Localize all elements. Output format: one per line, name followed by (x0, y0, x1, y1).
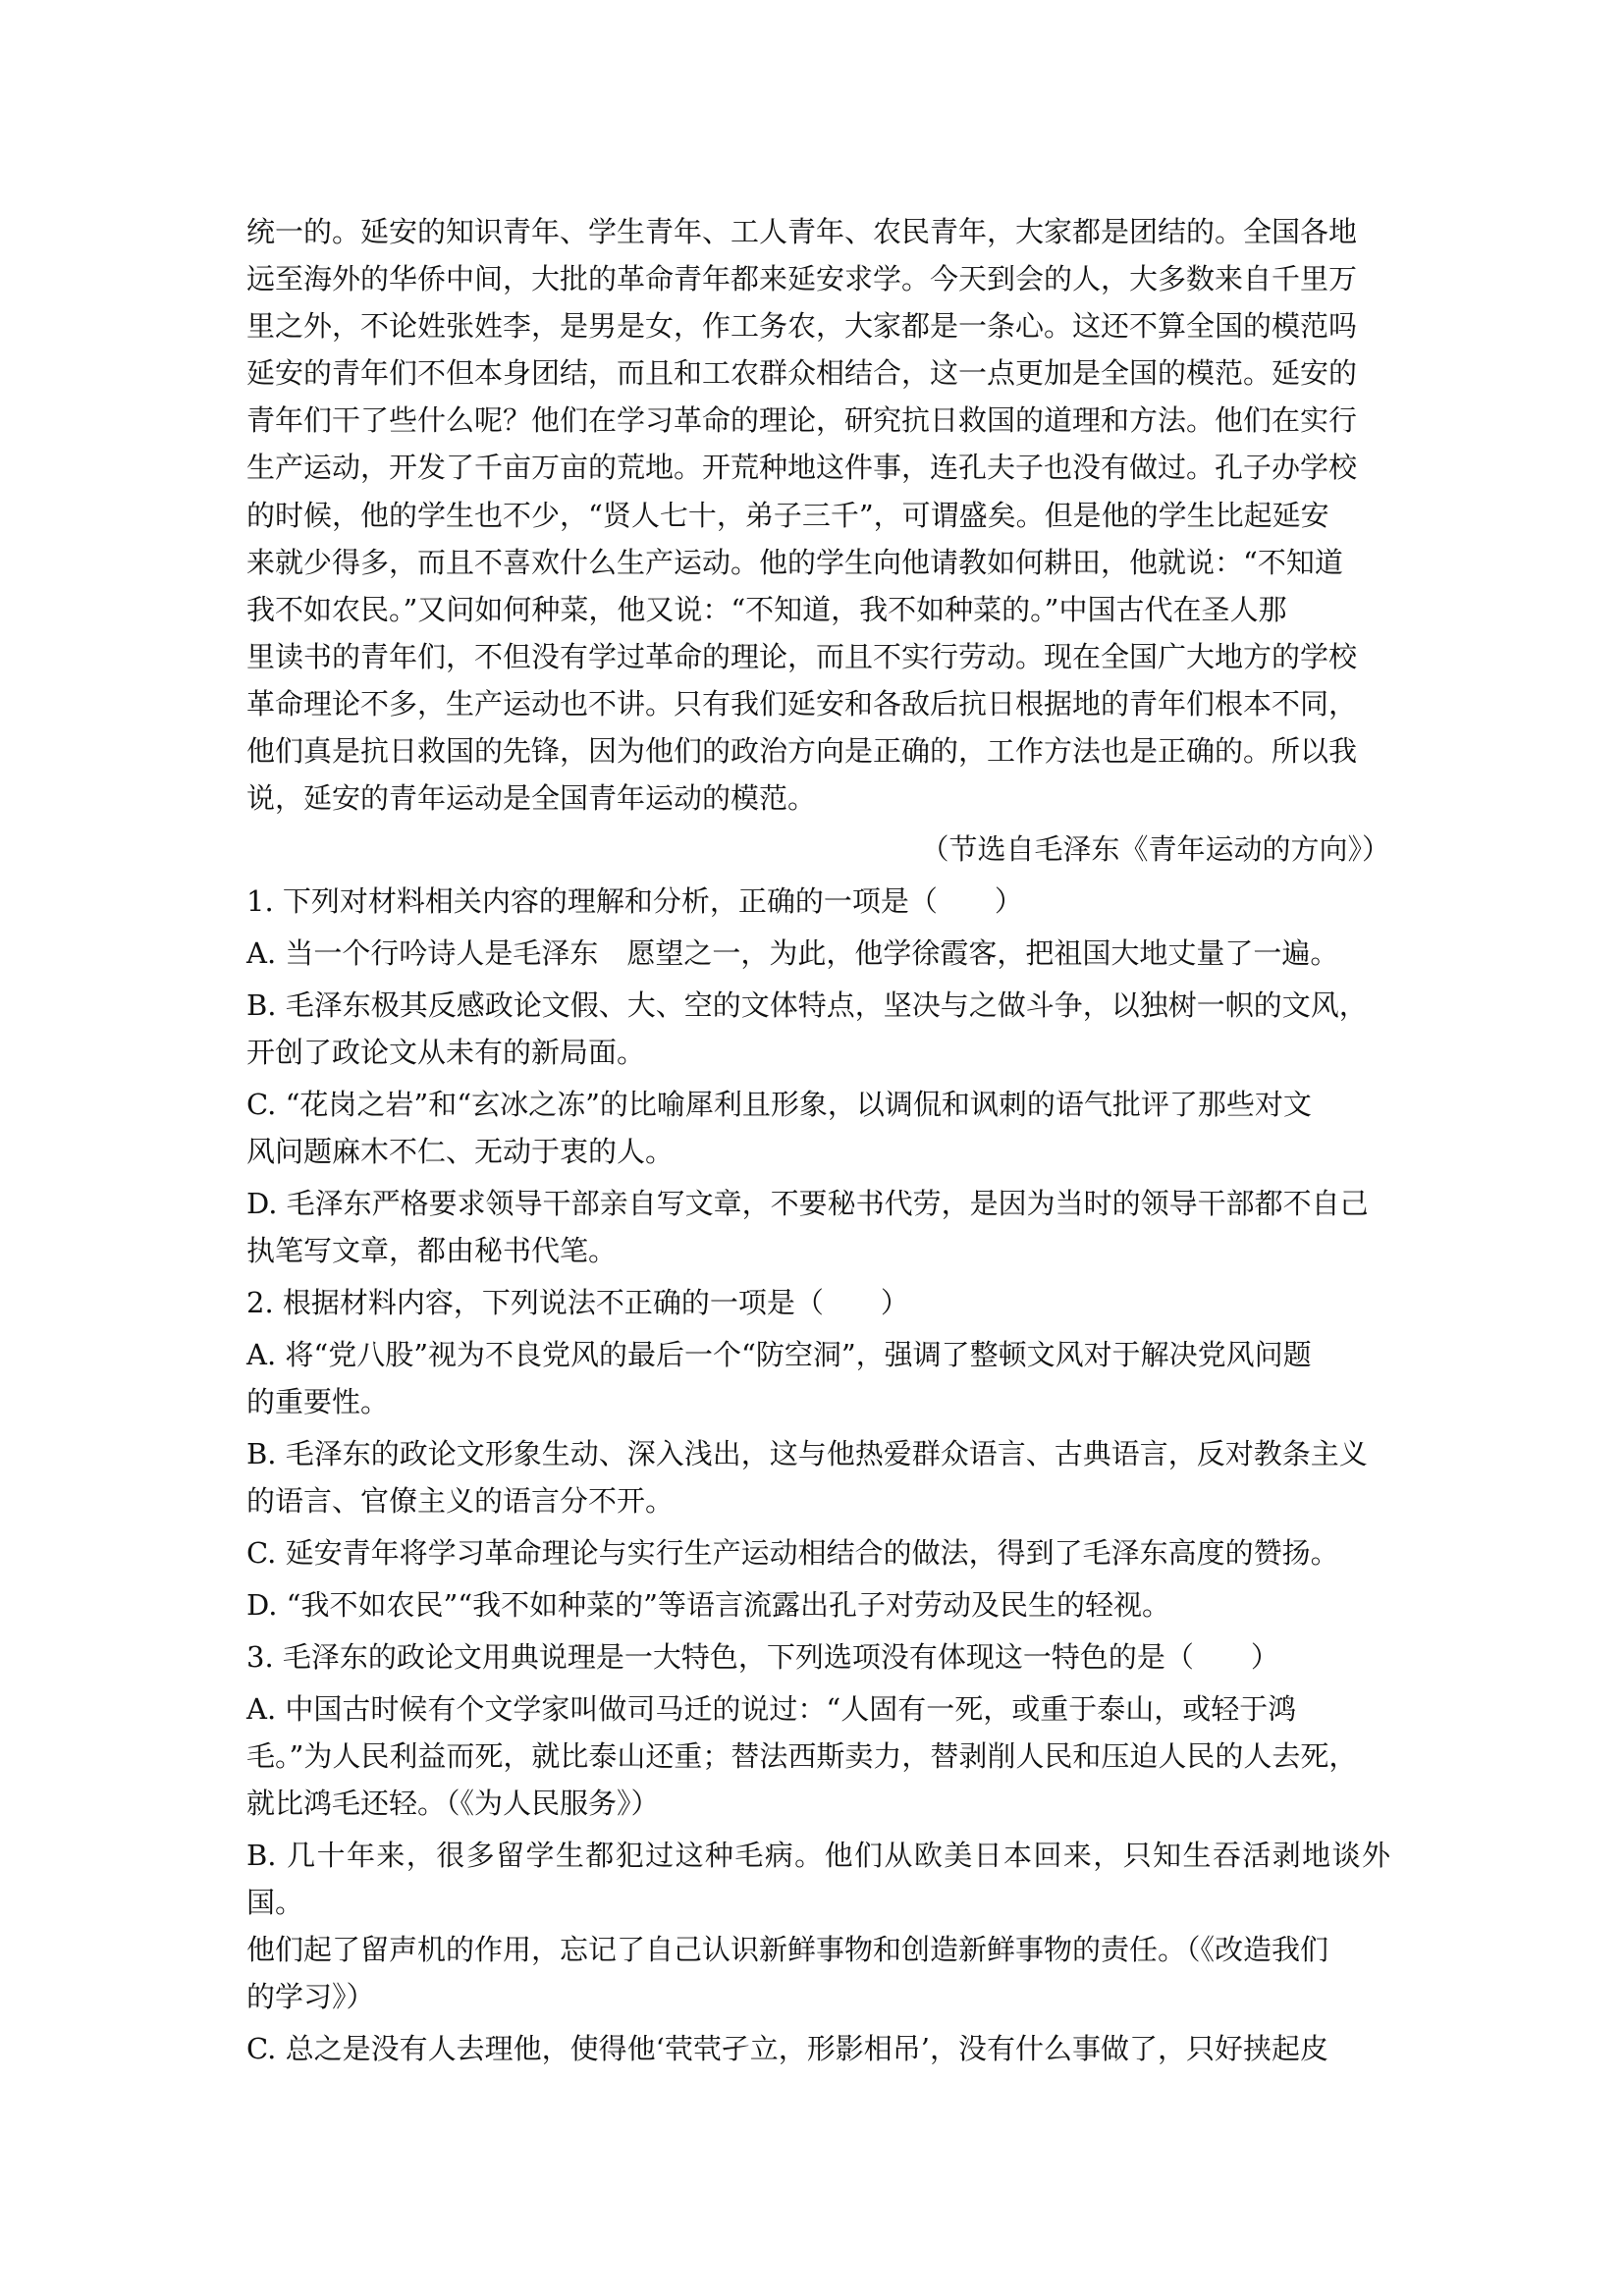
option-d: D. 毛泽东严格要求领导干部亲自写文章，不要秘书代劳，是因为当时的领导干部都不自己 (246, 1187, 1369, 1221)
option-a-continued: 就比鸿毛还轻。（《为人民服务》） (246, 1787, 660, 1821)
option-b-continued: 的语言、官僚主义的语言分不开。 (246, 1484, 675, 1519)
passage (246, 208, 1390, 873)
option-a-continued: 毛。”为人民利益而死，就比泰山还重；替法西斯卖力，替剥削人民和压迫人民的人去死， (246, 1739, 1358, 1774)
passage-line: 延安的青年们不但本身团结，而且和工农群众相结合，这一点更加是全国的模范。延安的 (246, 356, 1358, 391)
option-b: B. 毛泽东的政论文形象生动、深入浅出，这与他热爱群众语言、古典语言，反对教条主义 (246, 1437, 1368, 1471)
question-2 (246, 1274, 1390, 1629)
option-c: C. “花岗之岩”和“玄冰之冻”的比喻犀利且形象，以调侃和讽刺的语气批评了那些对文 (246, 1088, 1312, 1122)
passage-line: 生产运动，开发了千亩万亩的荒地。开荒种地这件事，连孔夫子也没有做过。孔子办学校 (246, 451, 1358, 485)
option-a: A. 将“党八股”视为不良党风的最后一个“防空洞”，强调了整顿文风对于解决党风问题 (246, 1338, 1312, 1372)
option-b: B. 几十年来，很多留学生都犯过这种毛病。他们从欧美日本回来，只知生吞活剥地谈外国。 (246, 1839, 1390, 1920)
option-a: A. 当一个行吟诗人是毛泽东 愿望之一，为此，他学徐霞客，把祖国大地丈量了一遍。 (246, 936, 1339, 971)
passage-line: 他们真是抗日救国的先锋，因为他们的政治方向是正确的，工作方法也是正确的。所以我 (246, 734, 1358, 769)
question-1 (246, 873, 1390, 1274)
passage-line: 说，延安的青年运动是全国青年运动的模范。 (246, 781, 817, 816)
passage-line: 青年们干了些什么呢？他们在学习革命的理论，研究抗日救国的道理和方法。他们在实行 (246, 403, 1358, 438)
option-a: A. 中国古时候有个文学家叫做司马迁的说过：“人固有一死，或重于泰山，或轻于鸿 (246, 1692, 1297, 1727)
question-stem: 1. 下列对材料相关内容的理解和分析，正确的一项是（ ） (246, 884, 1023, 919)
option-c: C. 延安青年将学习革命理论与实行生产运动相结合的做法，得到了毛泽东高度的赞扬。 (246, 1536, 1339, 1571)
passage-line: 统一的。延安的知识青年、学生青年、工人青年、农民青年，大家都是团结的。全国各地 (246, 215, 1358, 248)
question-stem: 2. 根据材料内容，下列说法不正确的一项是（ ） (246, 1286, 909, 1320)
question-3 (246, 1629, 1390, 2072)
option-c: C. 总之是没有人去理他，使得他‘茕茕孑立，形影相吊’，没有什么事做了，只好挟起皮 (246, 2032, 1329, 2066)
option-c-continued: 风问题麻木不仁、无动于衷的人。 (246, 1135, 675, 1169)
passage-source: （节选自毛泽东《青年运动的方向》） (920, 832, 1390, 867)
option-b-continued: 的学习》） (246, 1980, 375, 2014)
passage-line: 革命理论不多，生产运动也不讲。只有我们延安和各敌后抗日根据地的青年们根本不同， (246, 686, 1358, 721)
option-d: D. “我不如农民”“我不如种菜的”等语言流露出孔子对劳动及民生的轻视。 (246, 1588, 1170, 1623)
option-b: B. 毛泽东极其反感政论文假、大、空的文体特点，坚决与之做斗争，以独树一帜的文风， (246, 988, 1368, 1023)
option-d-continued: 执笔写文章，都由秘书代笔。 (246, 1234, 618, 1268)
passage-line: 我不如农民。”又问如何种菜，他又说：“不知道，我不如种菜的。”中国古代在圣人那 (246, 592, 1287, 626)
passage-line: 里读书的青年们，不但没有学过革命的理论，而且不实行劳动。现在全国广大地方的学校 (246, 639, 1358, 673)
option-b-continued: 他们起了留声机的作用，忘记了自己认识新鲜事物和创造新鲜事物的责任。（《改造我们 (246, 1933, 1329, 1967)
passage-line: 远至海外的华侨中间，大批的革命青年都来延安求学。今天到会的人，大多数来自千里万 (246, 262, 1358, 296)
passage-line: 里之外，不论姓张姓李，是男是女，作工务农，大家都是一条心。这还不算全国的模范吗 (246, 309, 1358, 344)
passage-line: 的时候，他的学生也不少，“贤人七十，弟子三千”，可谓盛矣。但是他的学生比起延安 (246, 498, 1329, 532)
document-content (246, 208, 1390, 2072)
question-stem: 3. 毛泽东的政论文用典说理是一大特色，下列选项没有体现这一特色的是（ ） (246, 1640, 1279, 1675)
option-a-continued: 的重要性。 (246, 1385, 390, 1419)
passage-line: 来就少得多，而且不喜欢什么生产运动。他的学生向他请教如何耕田，他就说：“不知道 (246, 545, 1343, 579)
option-b-continued: 开创了政论文从未有的新局面。 (246, 1036, 646, 1070)
